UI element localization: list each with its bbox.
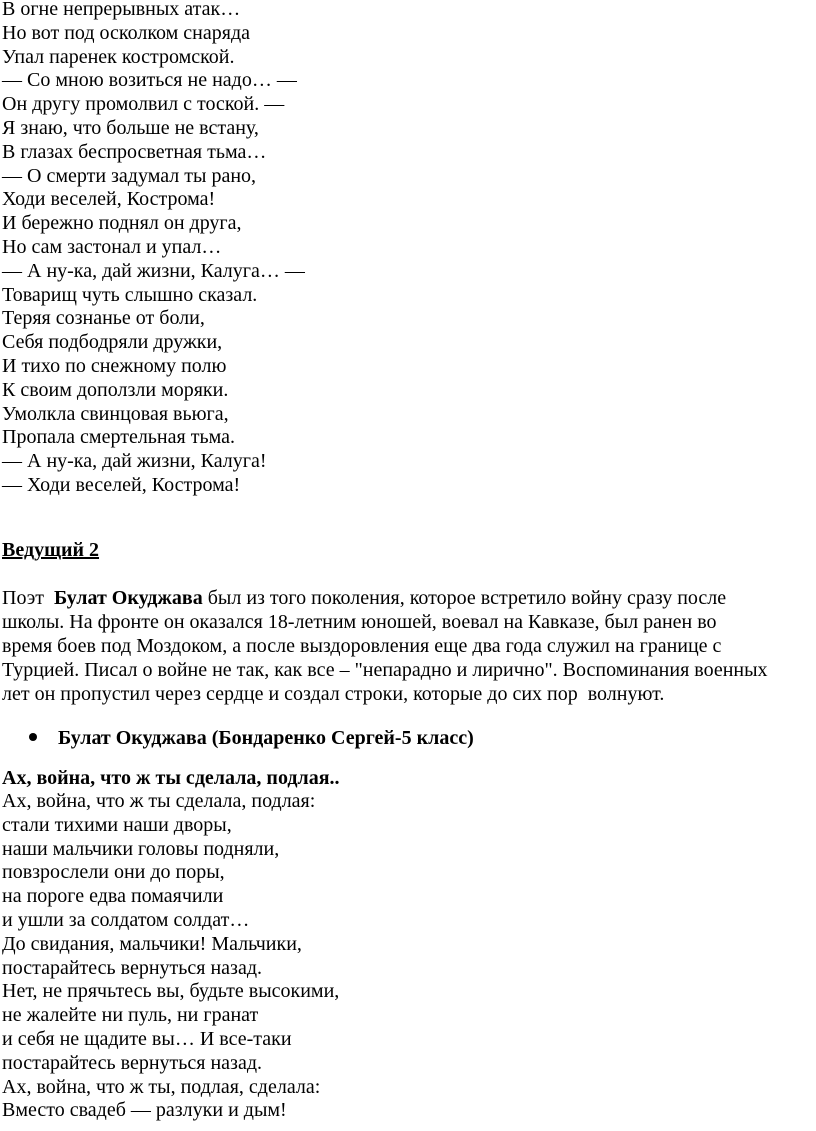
poem-line: И бережно поднял он друга, bbox=[2, 212, 242, 235]
poem-line: Себя подбодряли дружки, bbox=[2, 331, 223, 354]
poem-line: Ходи веселей, Кострома! bbox=[2, 188, 216, 211]
poem-line: В глазах беспросветная тьма… bbox=[2, 140, 267, 163]
poem-line: До свидания, мальчики! Мальчики, bbox=[2, 932, 302, 955]
poem-line: Упал паренек костромской. bbox=[2, 45, 235, 68]
poem-line: Ах, война, что ж ты, подлая, сделала: bbox=[2, 1075, 321, 1098]
paragraph-line: лет он пропустил через сердце и создал строки, которые до сих пор волнуют. bbox=[2, 683, 665, 705]
paragraph-line: Турцией. Писал о войне не так, как все – "непарадно и лирично". Воспоминания военных bbox=[2, 659, 768, 681]
section-heading: Ведущий 2 bbox=[2, 539, 100, 561]
poem-line: наши мальчики головы подняли, bbox=[2, 837, 280, 860]
poem-line: Я знаю, что больше не встану, bbox=[2, 116, 259, 139]
poem-line: и ушли за солдатом солдат… bbox=[2, 908, 250, 931]
poem-title: Ах, война, что ж ты сделала, подлая.. bbox=[2, 767, 340, 789]
poem-line: — О смерти задумал ты рано, bbox=[2, 164, 257, 187]
poem-line: И тихо по снежному полю bbox=[2, 354, 227, 377]
poem-line: Но сам застонал и упал… bbox=[2, 235, 222, 258]
poem-war bbox=[2, 790, 339, 1123]
paragraph-text: был из того поколения, которое встретило войну сразу после bbox=[202, 587, 727, 609]
poem-line: — А ну-ка, дай жизни, Калуга… — bbox=[2, 259, 305, 282]
poem-line: К своим доползли моряки. bbox=[2, 378, 229, 401]
paragraph-line: школы. На фронте он оказался 18-летним юношей, воевал на Кавказе, был ранен во bbox=[2, 611, 717, 633]
poem-line: и себя не щадите вы… И все-таки bbox=[2, 1027, 292, 1050]
paragraph-line: время боев под Моздоком, а после выздоровления еще два года служил на границе с bbox=[2, 635, 722, 657]
poem-line: не жалейте ни пуль, ни гранат bbox=[2, 1004, 259, 1027]
poem-line: Он другу промолвил с тоской. — bbox=[2, 93, 285, 116]
poem-kostroma bbox=[2, 0, 305, 498]
poem-line: постарайтесь вернуться назад. bbox=[2, 956, 263, 979]
poem-line: Умолкла свинцовая вьюга, bbox=[2, 402, 229, 425]
paragraph-line bbox=[2, 586, 814, 610]
paragraph-text: Поэт bbox=[2, 587, 55, 609]
poem-line: на пороге едва помаячили bbox=[2, 885, 224, 908]
poem-line: — А ну-ка, дай жизни, Калуга! bbox=[2, 450, 267, 473]
poem-line: стали тихими наши дворы, bbox=[2, 813, 232, 836]
poem-line: Но вот под осколком снаряда bbox=[2, 21, 251, 44]
poem-line: постарайтесь вернуться назад. bbox=[2, 1051, 263, 1074]
poem-line: Ах, война, что ж ты сделала, подлая: bbox=[2, 790, 316, 812]
poem-line: — Ходи веселей, Кострома! bbox=[2, 473, 241, 496]
poem-line: Нет, не прячьтесь вы, будьте высокими, bbox=[2, 980, 340, 1003]
poem-line: повзрослели они до поры, bbox=[2, 861, 225, 884]
poem-line: В огне непрерывных атак… bbox=[2, 0, 241, 20]
bullet-icon bbox=[29, 733, 37, 741]
poet-name: Булат Окуджава bbox=[54, 587, 203, 609]
poem-line: Вместо свадеб — разлуки и дым! bbox=[2, 1099, 287, 1122]
poem-line: — Со мною возиться не надо… — bbox=[2, 69, 297, 92]
bullet-list-item bbox=[29, 726, 474, 750]
biography-paragraph bbox=[2, 586, 814, 706]
poem-line: Пропала смертельная тьма. bbox=[2, 426, 235, 449]
poem-line: Теряя сознанье от боли, bbox=[2, 307, 205, 330]
poem-line: Товарищ чуть слышно сказал. bbox=[2, 283, 258, 306]
bullet-text: Булат Окуджава (Бондаренко Сергей-5 класс) bbox=[58, 727, 474, 749]
